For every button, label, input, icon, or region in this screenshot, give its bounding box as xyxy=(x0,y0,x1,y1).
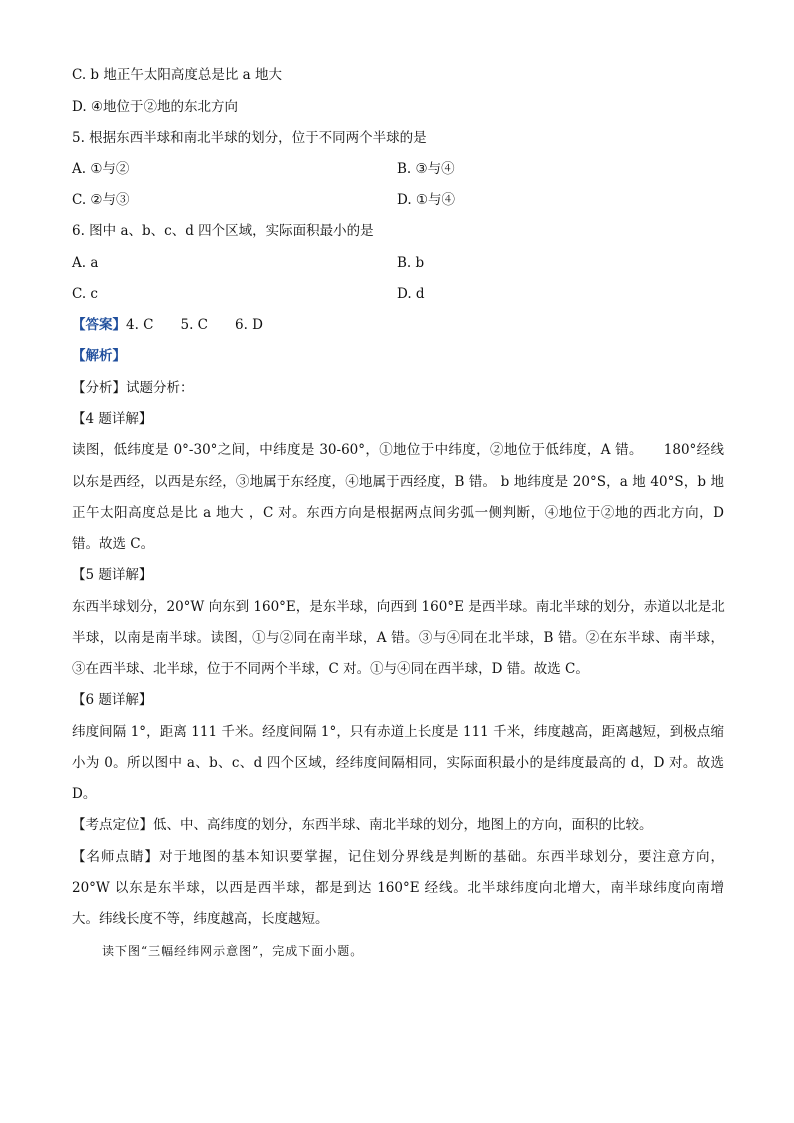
q6-stem: 6. 图中 a、b、c、d 四个区域，实际面积最小的是 xyxy=(72,223,374,239)
q6-option-c: C. c xyxy=(72,286,98,302)
q4-detail-p4: 错。故选 C。 xyxy=(72,536,155,552)
fenxi-tag: 【分析】 xyxy=(72,380,126,396)
q5-stem: 5. 根据东西半球和南北半球的划分，位于不同两个半球的是 xyxy=(72,130,427,146)
q5-detail-p2: 半球，以南是南半球。读图，①与②同在南半球，A 错。③与④同在北半球，B 错。②在东半球、南半球， xyxy=(72,630,724,646)
mingshi-text-2: 20°W 以东是东半球，以西是西半球，都是到达 160°E 经线。北半球纬度向北增大，南半球纬度向南增 xyxy=(72,880,724,896)
mingshi-line xyxy=(72,848,724,866)
q6-option-a: A. a xyxy=(72,255,99,271)
q5-detail-p1: 东西半球划分，20°W 向东到 160°E，是东半球，向西到 160°E 是西半球。南北半球的划分，赤道以北是北 xyxy=(72,599,725,615)
mingshi-text-1: 对于地图的基本知识要掌握，记住划分界线是判断的基础。东西半球划分，要注意方向， xyxy=(159,849,725,865)
jiexi-line xyxy=(72,347,126,365)
q6-option-d: D. d xyxy=(397,286,425,302)
q6-detail-p2: 小为 0。所以图中 a、b、c、d 四个区域，经纬度间隔相同，实际面积最小的是纬度最高的 d，D 对。故选 xyxy=(72,755,724,771)
q5-detail-tag: 【5 题详解】 xyxy=(72,567,153,583)
answer-line xyxy=(72,316,263,334)
q4-detail-p3: 正午太阳高度总是比 a 地大 ，C 对。东西方向是根据两点间劣弧一侧判断，④地位于②地的西北方向，D xyxy=(72,505,724,521)
kaodian-line xyxy=(72,816,653,834)
mingshi-text-3: 大。纬线长度不等，纬度越高，长度越短。 xyxy=(72,911,329,927)
q4-detail-p2: 以东是西经，以西是东经，③地属于东经度，④地属于西经度，B 错。 b 地纬度是 20°S，a 地 40°S，b 地 xyxy=(72,474,724,490)
q5-option-d: D. ①与④ xyxy=(397,192,456,208)
q5-option-b: B. ③与④ xyxy=(397,161,455,177)
jiexi-tag: 【解析】 xyxy=(72,348,126,364)
answer-text: 4. C 5. C 6. D xyxy=(126,317,263,333)
next-question-intro: 读下图“三幅经纬网示意图”，完成下面小题。 xyxy=(102,944,364,958)
q4-option-d: D. ④地位于②地的东北方向 xyxy=(72,99,239,115)
q4-detail-p1: 读图，低纬度是 0°-30°之间，中纬度是 30-60°，①地位于中纬度，②地位于低纬度，A 错。 180°经线 xyxy=(72,442,724,458)
q6-detail-tag: 【6 题详解】 xyxy=(72,692,153,708)
answer-tag: 【答案】 xyxy=(72,317,126,333)
q5-option-a: A. ①与② xyxy=(72,161,130,177)
kaodian-text: 低、中、高纬度的划分，东西半球、南北半球的划分，地图上的方向，面积的比较。 xyxy=(153,817,653,833)
q4-option-c: C. b 地正午太阳高度总是比 a 地大 xyxy=(72,67,282,83)
fenxi-line xyxy=(72,379,194,397)
fenxi-text: 试题分析： xyxy=(126,380,194,396)
q6-option-b: B. b xyxy=(397,255,425,271)
q6-detail-p1: 纬度间隔 1°，距离 111 千米。经度间隔 1°，只有赤道上长度是 111 千米，纬度越高，距离越短，到极点缩 xyxy=(72,724,724,740)
mingshi-tag: 【名师点睛】 xyxy=(72,849,160,865)
q5-option-c: C. ②与③ xyxy=(72,192,130,208)
q5-detail-p3: ③在西半球、北半球，位于不同两个半球，C 对。①与④同在西半球，D 错。故选 C。 xyxy=(72,661,589,677)
kaodian-tag: 【考点定位】 xyxy=(72,817,153,833)
q4-detail-tag: 【4 题详解】 xyxy=(72,411,153,427)
q6-detail-p3: D。 xyxy=(72,786,97,802)
